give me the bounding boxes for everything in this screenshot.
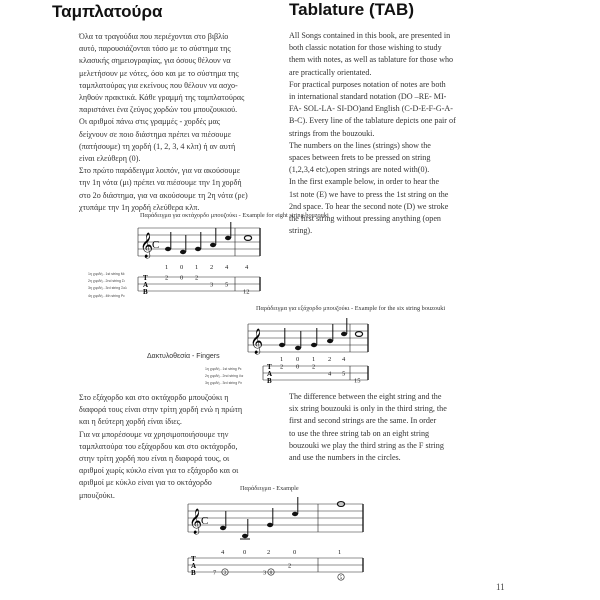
page-number: 11 (496, 582, 505, 592)
english-heading: Tablature (TAB) (289, 0, 414, 19)
svg-text:0: 0 (243, 549, 247, 556)
svg-text:T: T (143, 274, 148, 282)
example3-notation (183, 492, 368, 584)
greek-intro-paragraph: Όλα τα τραγούδια που περιέχονται στο βιβλίο αυτό, παρουσιάζονται τόσο με το σύστημα της κλασικής σημειογραφίας, για όσους θέλουν να μελετήσουν με νότες, όσο και με το σύστημα της ταμπλατούρας για εκείνους που θέλουν να ασχο- ληθούν πρακτικά. Κάθε γραμμή της ταμπλατούρας παριστάνει ένα ζεύγος χορδών του μπουζουκιού. Οι αριθμοί πάνω στις γραμμές - χορδές μας δείχνουν σε ποιο διάστημα πρέπει να πιέσουμε (πατήσουμε) τη χορδή (1, 2, 3, 4 κλπ) ή αν αυτή είναι ελεύθερη (0). Στο πρώτο παράδειγμα λοιπόν, για να ακούσουμε την 1η νότα (μι) πρέπει να πιέσουμε την 1η χορδή στο 2ο διάστημα, για να ακούσουμε τη 2η νότα (ρε) χτυπάμε την 1η χορδή ελεύθερα κλπ. (79, 32, 248, 212)
example2-string-labels: 1η χορδή - 1st string Ρε 2η χορδή - 2nd string Λα 3η χορδή - 3rd string Ρε (205, 367, 244, 386)
svg-text:5: 5 (342, 370, 346, 378)
english-second-paragraph: The difference between the eight string and the six string bouzouki is only in the third string, the first and second strings are the same. In order to use the three string tab on an eight string bouzouki we play the third string as the F string and use the numbers in the circles. (289, 392, 447, 463)
example1-caption: Παράδειγμα για οκτάχορδο μπουζούκι - Example for eight string bouzouki (140, 212, 329, 219)
svg-text:15: 15 (354, 377, 361, 385)
svg-text:2: 2 (267, 549, 271, 556)
svg-text:3: 3 (263, 569, 267, 577)
svg-text:0: 0 (180, 274, 184, 282)
svg-text:2: 2 (195, 274, 199, 282)
svg-text:2: 2 (312, 363, 316, 371)
svg-text:T: T (191, 555, 196, 563)
svg-text:B: B (143, 288, 148, 296)
svg-text:1: 1 (195, 264, 199, 271)
greek-heading: Ταμπλατούρα (52, 2, 163, 21)
svg-text:0: 0 (293, 549, 297, 556)
svg-text:5: 5 (225, 281, 229, 289)
svg-text:1: 1 (338, 549, 342, 556)
english-intro-paragraph: All Songs contained in this book, are presented in both classic notation for those wishing to study them with notes, as well as tablature for those who are practically orientated. For practical purposes notation of notes are both in international standard notation (DO –RE- MI- FA- SOL-LA- SI-DO)and English (C-D-E-F-G-A- B-C). Every line of the tablature depicts one pair of strings from the bouzouki. The numbers on the lines (strings) show the spaces between frets to be pressed on string (1,2,3,4 etc),open strings are noted with(0). In the first example below, in order to hear the 1st note (E) we have to press the 1st string on the 2nd space. To hear the second note (D) we stroke the first string without pressing anything (open string). (289, 31, 456, 236)
example1-string-labels: 1η χορδή - 1st string Μι 2η χορδή - 2nd string Σι 3η χορδή - 3rd string Σολ 4η χορδή - 4th string Ρε (88, 272, 127, 298)
svg-text:4: 4 (245, 264, 249, 271)
svg-text:T: T (267, 363, 272, 371)
svg-text:4: 4 (328, 370, 332, 378)
svg-text:0: 0 (269, 570, 273, 576)
common-time: C (152, 239, 160, 251)
svg-text:3: 3 (223, 570, 227, 576)
svg-text:A: A (191, 562, 197, 570)
svg-text:0: 0 (180, 264, 184, 271)
svg-text:1: 1 (280, 356, 284, 363)
svg-text:12: 12 (243, 288, 250, 296)
svg-text:2: 2 (210, 264, 214, 271)
svg-text:5: 5 (339, 575, 343, 581)
svg-text:𝄞: 𝄞 (250, 328, 264, 353)
svg-text:B: B (267, 377, 272, 385)
greek-second-paragraph: Στο εξάχορδο και στο οκτάχορδο μπουζούκι η διαφορά τους είναι στην τρίτη χορδή ενώ η πρώτη και η δεύτερη χορδή είναι ίδιες. Για να μπορέσουμε να χρησιμοποιήσουμε την ταμπλατούρα του εξάχορδου και στο οκτάχορδο, στην τρίτη χορδή που είναι η διαφορά τους, οι αριθμοί χωρίς κύκλο είναι για το εξάχορδο και οι αριθμοί με κύκλο είναι για το οκτάχορδο μπουζούκι. (79, 393, 243, 500)
svg-text:C: C (201, 515, 209, 527)
svg-text:2: 2 (328, 356, 332, 363)
svg-text:2: 2 (288, 562, 292, 570)
svg-text:0: 0 (296, 363, 300, 371)
example3-caption: Παράδειγμα - Example (240, 485, 299, 492)
svg-text:0: 0 (296, 356, 300, 363)
svg-text:1: 1 (165, 264, 169, 271)
svg-text:2: 2 (280, 363, 284, 371)
svg-text:B: B (191, 569, 196, 577)
svg-text:𝄞: 𝄞 (189, 508, 203, 533)
example2-notation (238, 318, 378, 386)
svg-text:A: A (267, 370, 273, 378)
svg-text:2: 2 (165, 274, 169, 282)
svg-text:4: 4 (342, 356, 346, 363)
fingers-label: Δακτυλοθεσία - Fingers (147, 353, 220, 360)
svg-text:3: 3 (210, 281, 214, 289)
treble-clef-icon: 𝄞 (140, 232, 154, 257)
svg-text:4: 4 (225, 264, 229, 271)
svg-text:4: 4 (221, 549, 225, 556)
example1-notes (165, 222, 252, 254)
example2-caption: Παράδειγμα για εξάχορδο μπουζούκι - Example for the six string bouzouki (256, 305, 446, 312)
svg-text:1: 1 (312, 356, 316, 363)
svg-text:7: 7 (213, 569, 217, 577)
svg-text:A: A (143, 281, 149, 289)
